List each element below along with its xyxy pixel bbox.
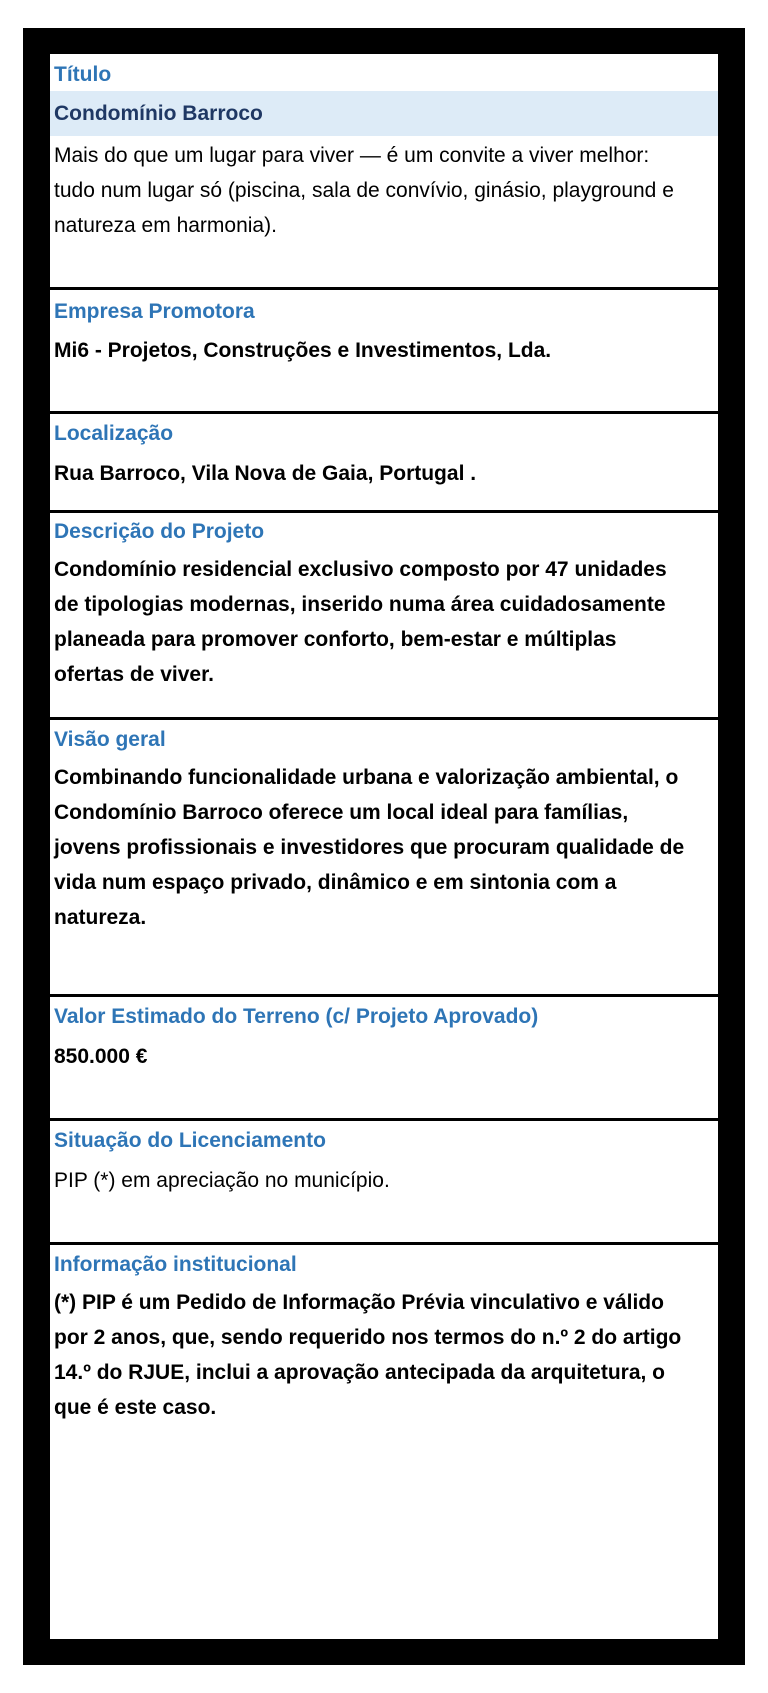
section-heading: Descrição do Projeto <box>54 520 265 543</box>
section-informacao-institucional <box>50 1247 718 1425</box>
divider <box>50 1118 718 1121</box>
licensing-status: PIP (*) em apreciação no município. <box>54 1169 390 1192</box>
project-title: Condomínio Barroco <box>50 91 718 136</box>
project-tagline: Mais do que um lugar para viver — é um convite a viver melhor: tudo num lugar só (piscina, sala de convívio, ginásio, playground e natureza em harmonia). <box>54 144 674 237</box>
section-heading: Informação institucional <box>54 1253 297 1276</box>
section-heading: Empresa Promotora <box>54 300 255 323</box>
section-empresa-promotora <box>50 295 718 373</box>
divider <box>50 717 718 720</box>
section-descricao-projeto <box>50 514 718 692</box>
promoter-name: Mi6 - Projetos, Construções e Investimentos, Lda. <box>54 339 552 362</box>
overview-text: Combinando funcionalidade urbana e valorização ambiental, o Condomínio Barroco oferece um local ideal para famílias, jovens profissionais e investidores que procuram qualidade de vida num espaço privado, dinâmico e em sintonia com a natureza. <box>54 766 685 929</box>
section-heading: Visão geral <box>54 728 166 751</box>
document-sheet <box>50 54 718 1639</box>
divider <box>50 287 718 290</box>
section-heading: Localização <box>54 422 174 445</box>
divider <box>50 510 718 513</box>
location-text: Rua Barroco, Vila Nova de Gaia, Portugal . <box>54 462 477 485</box>
section-localizacao <box>50 416 718 496</box>
institutional-note: (*) PIP é um Pedido de Informação Prévia vinculativo e válido por 2 anos, que, sendo requerido nos termos do n.º 2 do artigo 14.º do RJUE, inclui a aprovação antecipada da arquitetura, o que é este caso. <box>54 1291 682 1419</box>
land-value: 850.000 € <box>54 1045 148 1068</box>
section-visao-geral <box>50 722 718 935</box>
divider <box>50 1242 718 1245</box>
document-frame <box>23 28 745 1665</box>
section-licenciamento <box>50 1123 718 1203</box>
divider <box>50 994 718 997</box>
section-heading: Título <box>54 63 112 86</box>
section-heading: Situação do Licenciamento <box>54 1129 326 1152</box>
divider <box>50 411 718 414</box>
section-titulo <box>50 58 718 243</box>
section-heading: Valor Estimado do Terreno (c/ Projeto Aprovado) <box>54 1005 539 1028</box>
project-description: Condomínio residencial exclusivo composto por 47 unidades de tipologias modernas, inserido numa área cuidadosamente planeada para promover conforto, bem-estar e múltiplas ofertas de viver. <box>54 558 667 686</box>
section-valor-estimado <box>50 999 718 1079</box>
